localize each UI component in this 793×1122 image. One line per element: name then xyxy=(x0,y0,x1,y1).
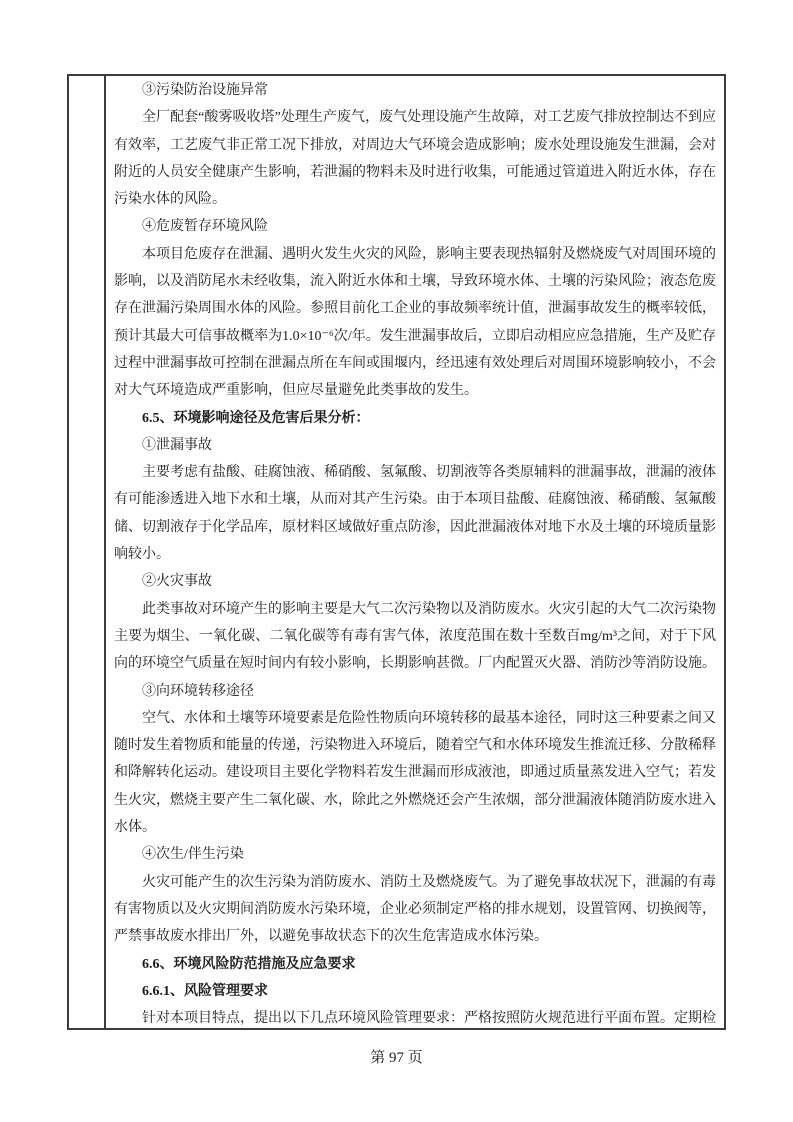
section-heading: 6.5、环境影响途径及危害后果分析： xyxy=(142,410,370,426)
item-heading: ③污染防治设施异常 xyxy=(142,83,268,98)
body-paragraph: 本项目危废存在泄漏、遇明火发生火灾的风险，影响主要表现热辐射及燃烧废气对周围环境的影响，以及消防尾水未经收集，流入附近水体和土壤，导致环境水体、土壤的污染风险；液态危废存在泄漏污染周围水体的风险。参照目前化工企业的事故频率统计值，泄漏事故发生的概率较低，预计其最大可信事故概率为1.0×10⁻⁶次/年。发生泄漏事故后，立即启动相应应急措施，生产及贮存过程中泄漏事故可控制在泄漏点所在车间或围堰内，经迅速有效处理后对周围环境影响较小，不会对大气环境造成严重影响，但应尽量避免此类事故的发生。 xyxy=(114,246,716,399)
item-heading: ②火灾事故 xyxy=(142,574,212,590)
section-heading: 6.6.1、风险管理要求 xyxy=(142,983,268,999)
item-heading: ④危废暂存环境风险 xyxy=(142,219,268,235)
page-number: 第 97 页 xyxy=(370,1050,423,1066)
page-footer xyxy=(0,1046,793,1067)
document-table xyxy=(67,74,726,1030)
item-heading: ④次生/伴生污染 xyxy=(142,847,244,863)
body-paragraph: 全厂配套“酸雾吸收塔”处理生产废气，废气处理设施产生故障，对工艺废气排放控制达不到应有效率，工艺废气非正常工况下排放，对周边大气环境会造成影响；废水处理设施发生泄漏，会对附近的人员安全健康产生影响，若泄漏的物料未及时进行收集，可能通过管道进入附近水体，存在污染水体的风险。 xyxy=(114,110,716,208)
body-paragraph: 主要考虑有盐酸、硅腐蚀液、稀硝酸、氢氟酸、切割液等各类原辅料的泄漏事故，泄漏的液体有可能渗透进入地下水和土壤，从而对其产生污染。由于本项目盐酸、硅腐蚀液、稀硝酸、氢氟酸储、切割液存于化学品库，原材料区域做好重点防渗，因此泄漏液体对地下水及土壤的环境质量影响较小。 xyxy=(114,465,716,563)
body-paragraph: 针对本项目特点，提出以下几点环境风险管理要求：严格按照防火规范进行平面布置。定期检 xyxy=(142,1011,716,1027)
table-content-cell xyxy=(106,76,724,1028)
table-row-label-cell xyxy=(69,76,106,1028)
section-heading: 6.6、环境风险防范措施及应急要求 xyxy=(142,956,356,972)
body-paragraph: 火灾可能产生的次生污染为消防废水、消防土及燃烧废气。为了避免事故状况下，泄漏的有毒有害物质以及火灾期间消防废水污染环境，企业必须制定严格的排水规划，设置管网、切换阀等，严禁事故废水排出厂外，以避免事故状态下的次生危害造成水体污染。 xyxy=(114,874,716,945)
body-paragraph: 此类事故对环境产生的影响主要是大气二次污染物以及消防废水。火灾引起的大气二次污染物主要为烟尘、一氧化碳、二氧化碳等有毒有害气体，浓度范围在数十至数百mg/m³之间，对于下风向的环境空气质量在短时间内有较小影响，长期影响甚微。厂内配置灭火器、消防沙等消防设施。 xyxy=(114,601,716,672)
item-heading: ③向环境转移途径 xyxy=(142,683,254,699)
item-heading: ①泄漏事故 xyxy=(142,437,212,453)
body-paragraph: 空气、水体和土壤等环境要素是危险性物质向环境转移的最基本途径，同时这三种要素之间又随时发生着物质和能量的传递，污染物进入环境后，随着空气和水体环境发生推流迁移、分散稀释和降解转化运动。建设项目主要化学物料若发生泄漏而形成液池，即通过质量蒸发进入空气；若发生火灾，燃烧主要产生二氧化碳、水，除此之外燃烧还会产生浓烟，部分泄漏液体随消防废水进入水体。 xyxy=(114,710,716,836)
